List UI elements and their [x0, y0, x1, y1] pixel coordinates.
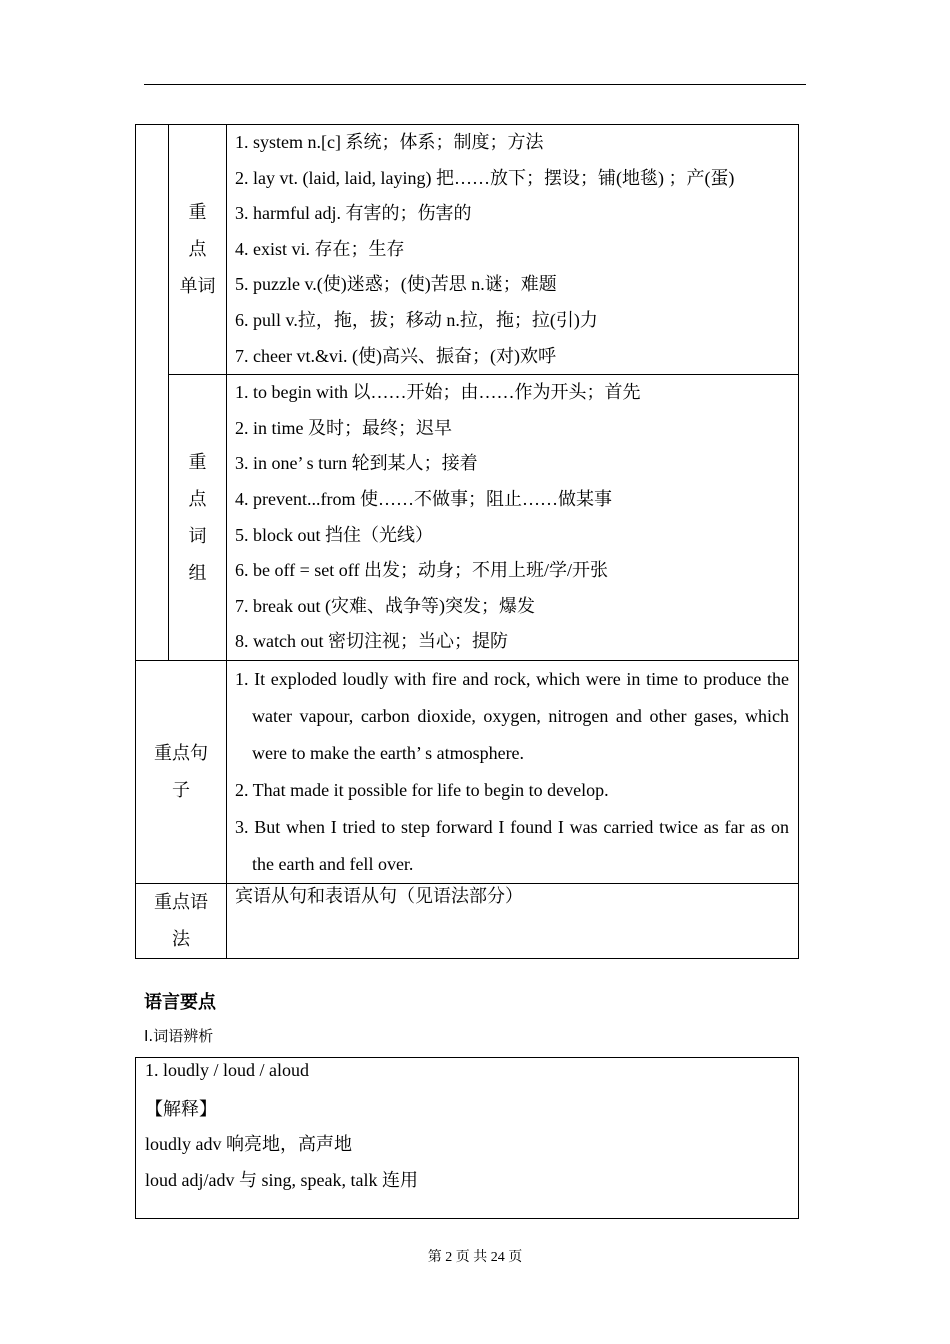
vocab-item: 2. lay vt. (laid, laid, laying) 把……放下；摆设；铺(地毯) ；产(蛋) — [235, 167, 735, 188]
subsection-title: I.词语辨析 — [144, 1027, 214, 1045]
phrases-label-char: 点 — [188, 488, 207, 509]
sentences-label-line: 重点句 — [154, 742, 208, 763]
summary-table — [135, 124, 799, 959]
phrases-label-cell — [169, 375, 227, 661]
sentences-items-cell — [227, 660, 799, 883]
phrase-item: 6. be off = set off 出发；动身；不用上班/学/开张 — [235, 560, 608, 581]
header-rule — [144, 84, 806, 85]
sentence-item: 3. But when I tried to step forward I found I was carried twice as far as on the earth and fell over. — [235, 816, 789, 874]
vocab-item: 5. puzzle v.(使)迷惑；(使)苦思 n.谜；难题 — [235, 274, 557, 295]
blank-cell — [136, 125, 169, 661]
phrases-label-char: 重 — [188, 451, 207, 472]
vocab-item: 1. system n.[c] 系统；体系；制度；方法 — [235, 132, 544, 152]
vocab-row — [136, 125, 799, 375]
phrase-item: 1. to begin with 以……开始；由……作为开头；首先 — [235, 382, 641, 403]
vocab-item: 3. harmful adj. 有害的；伤害的 — [235, 203, 472, 224]
vocab-label-cell — [169, 125, 227, 375]
sentences-label-line: 子 — [172, 779, 190, 800]
grammar-label — [136, 884, 226, 958]
vocab-label — [169, 194, 226, 305]
grammar-text-cell — [227, 883, 799, 958]
vocab-item: 4. exist vi. 存在；生存 — [235, 238, 405, 259]
section-title: 语言要点 — [144, 992, 216, 1013]
grammar-row — [136, 883, 799, 958]
phrase-item: 3. in one’ s turn 轮到某人；接着 — [235, 453, 478, 474]
phrase-item: 5. block out 挡住（光线） — [235, 524, 433, 545]
vocab-label-char: 单词 — [179, 276, 216, 297]
vocab-items-cell — [227, 125, 799, 375]
vocab-label-char: 重 — [188, 202, 207, 223]
grammar-label-line: 重点语 — [154, 891, 208, 912]
sentences-label-cell — [136, 660, 227, 883]
box-line: 【解释】 — [145, 1099, 217, 1119]
sentence-item: 2. That made it possible for life to begin to develop. — [235, 779, 609, 800]
vocab-item: 7. cheer vt.&vi. (使)高兴、振奋；(对)欢呼 — [235, 345, 556, 366]
box-line: loudly adv 响亮地，高声地 — [145, 1134, 352, 1154]
grammar-text: 宾语从句和表语从句（见语法部分） — [235, 885, 523, 906]
phrases-items-cell — [227, 375, 799, 661]
grammar-label-cell — [136, 883, 227, 958]
phrase-item: 7. break out (灾难、战争等)突发；爆发 — [235, 595, 535, 616]
page-footer: 第 2 页 共 24 页 — [427, 1250, 523, 1265]
vocab-label-char: 点 — [188, 239, 207, 260]
phrases-row — [136, 375, 799, 661]
phrases-label-char: 组 — [188, 562, 207, 583]
sentence-item: 1. It exploded loudly with fire and rock, which were in time to produce the water vapour, carbon dioxide, oxygen, nitrogen and other gases, which were to make the earth’ s atmosphere. — [235, 668, 789, 763]
phrases-label — [169, 444, 226, 592]
box-line: loud adj/adv 与 sing, speak, talk 连用 — [145, 1170, 418, 1190]
sentences-row — [136, 660, 799, 883]
box-line: 1. loudly / loud / aloud — [145, 1060, 309, 1080]
phrase-item: 8. watch out 密切注视；当心；提防 — [235, 631, 508, 652]
phrases-label-char: 词 — [188, 525, 207, 546]
sentences-label — [136, 735, 226, 809]
phrase-item: 4. prevent...from 使……不做事；阻止……做某事 — [235, 488, 612, 509]
grammar-label-line: 法 — [172, 928, 190, 949]
phrase-item: 2. in time 及时；最终；迟早 — [235, 417, 452, 438]
vocab-item: 6. pull v.拉，拖，拔；移动 n.拉，拖；拉(引)力 — [235, 309, 598, 330]
word-analysis-box — [135, 1057, 799, 1219]
